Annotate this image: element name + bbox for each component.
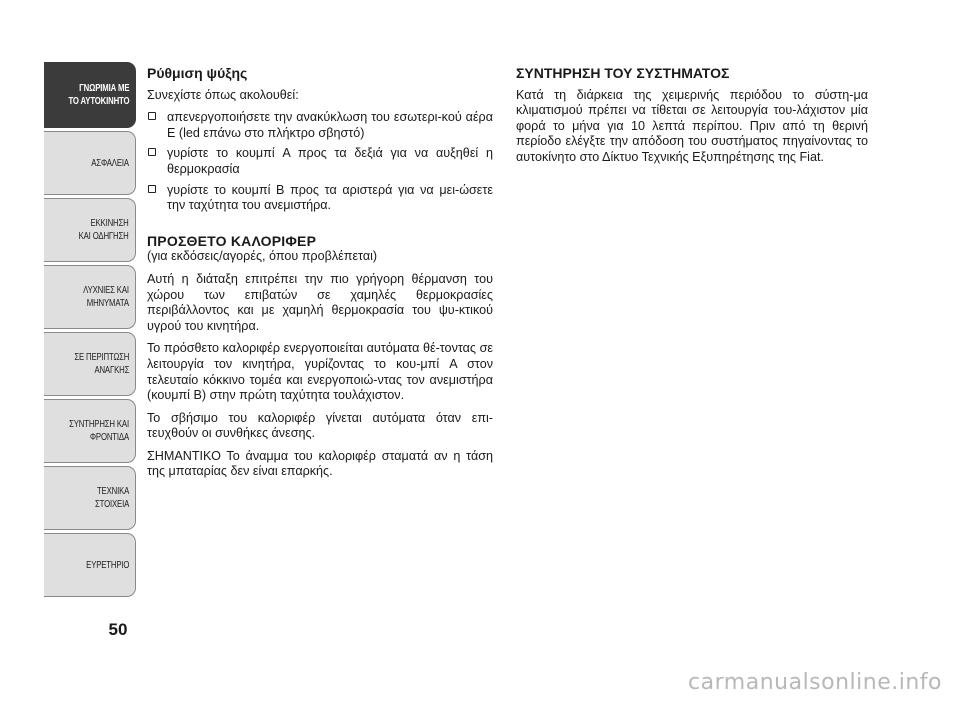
tab-label-line1: ΣΕ ΠΕΡΙΠΤΩΣΗ xyxy=(74,351,129,363)
cooling-intro: Συνεχίστε όπως ακολουθεί: xyxy=(147,87,299,102)
checkbox-bullet-icon xyxy=(148,148,156,156)
tab-safety[interactable] xyxy=(44,131,136,195)
tab-label-line2: ΣΤΟΙΧΕΙΑ xyxy=(94,498,129,510)
checkbox-bullet-icon xyxy=(148,185,156,193)
list-item xyxy=(147,146,493,177)
list-item-text: απενεργοποιήσετε την ανακύκλωση του εσωτερι-κού αέρα E (led επάνω στο πλήκτρο σβηστό) xyxy=(167,110,493,140)
right-column xyxy=(516,66,868,173)
list-item-text: γυρίστε το κουμπί A προς τα δεξιά για να αυξηθεί η θερμοκρασία xyxy=(167,146,493,176)
heater-paragraph: Αυτή η διάταξη επιτρέπει την πιο γρήγορη θέρμανση του χώρου των επιβατών σε χαμηλές θερμοκρασίες περιβάλλοντος και με χαμηλή θερμοκρασία του ψυ-κτικού υγρού του κινητήρα. xyxy=(147,271,493,333)
tab-label-line1: ΕΥΡΕΤΗΡΙΟ xyxy=(85,558,129,571)
maintenance-text: Κατά τη διάρκεια της χειμερινής περιόδου το σύστη-μα κλιματισμού πρέπει να τίθεται σε λειτουργία του-λάχιστον μία φορά το μήνα για 10 λεπτά περίπου. Πριν από τη θερινή περίοδο ελέγξτε την απόδοση του συστήματος πηγαίνοντας το αυτοκίνητο στο Δίκτυο Τεχνικής Εξυπηρέτησης της Fiat. xyxy=(516,87,868,164)
tab-technical-data[interactable] xyxy=(44,466,136,530)
heater-subtitle: (για εκδόσεις/αγορές, όπου προβλέπεται) xyxy=(147,249,378,264)
tab-label-line1: ΓΝΩΡΙΜΙΑ ΜΕ xyxy=(78,82,129,94)
tab-label-line2: ΚΑΙ ΟΔΗΓΗΣΗ xyxy=(78,230,129,242)
list-item xyxy=(147,183,493,214)
tab-emergency[interactable] xyxy=(44,332,136,396)
list-item xyxy=(147,110,493,141)
maintenance-title: ΣΥΝΤΗΡΗΣΗ ΤΟΥ ΣΥΣΤΗΜΑΤΟΣ xyxy=(516,65,730,81)
checkbox-bullet-icon xyxy=(148,112,156,120)
tab-label-line2: ΤΟ ΑΥΤΟΚΙΝΗΤΟ xyxy=(68,95,129,107)
tab-starting-driving[interactable] xyxy=(44,198,136,262)
page-number: 50 xyxy=(108,620,128,639)
tab-label-line1: ΤΕΧΝΙΚΑ xyxy=(96,485,129,497)
heater-title: ΠΡΟΣΘΕΤΟ ΚΑΛΟΡΙΦΕΡ xyxy=(147,232,317,249)
list-item-text: γυρίστε το κουμπί B προς τα αριστερά για να μει-ώσετε την ταχύτητα του ανεμιστήρα. xyxy=(167,182,493,213)
tab-label-line2: ΑΝΑΓΚΗΣ xyxy=(94,364,129,376)
heater-paragraph: ΣΗΜΑΝΤΙΚΟ Το άναμμα του καλοριφέρ σταματά αν η τάση της μπαταρίας δεν είναι επαρκής. xyxy=(147,448,493,479)
tab-label-line1: ΕΚΚΙΝΗΣΗ xyxy=(90,217,129,229)
tab-label-line2: ΜΗΝΥΜΑΤΑ xyxy=(86,297,129,309)
tab-label-line1: ΣΥΝΤΗΡΗΣΗ ΚΑΙ xyxy=(69,418,129,430)
watermark: carmanualsonline.info xyxy=(688,670,942,695)
chapter-tabs xyxy=(44,62,136,600)
tab-label-line2: ΦΡΟΝΤΙΔΑ xyxy=(89,431,129,443)
cooling-steps xyxy=(147,110,493,214)
tab-getting-to-know-car[interactable] xyxy=(44,62,136,128)
heater-paragraph: Το πρόσθετο καλοριφέρ ενεργοποιείται αυτόματα θέ-τοντας σε λειτουργία τον κινητήρα, γυρίζοντας το κου-μπί A στον τελευταίο κόκκινο τομέα και ενεργοποιώ-ντας τον ανεμιστήρα (κουμπί B) στην πρώτη ταχύτητα τουλάχιστον. xyxy=(147,341,493,403)
tab-maintenance-care[interactable] xyxy=(44,399,136,463)
heater-paragraph: Το σβήσιμο του καλοριφέρ γίνεται αυτόματα όταν επι-τευχθούν οι συνθήκες άνεσης. xyxy=(147,410,493,441)
tab-warning-lights[interactable] xyxy=(44,265,136,329)
tab-index[interactable] xyxy=(44,533,136,597)
cooling-title: Ρύθμιση ψύξης xyxy=(147,65,248,81)
left-column xyxy=(147,66,493,487)
tab-label-line1: ΛΥΧΝΙΕΣ ΚΑΙ xyxy=(83,284,129,296)
tab-label-line1: ΑΣΦΑΛΕΙΑ xyxy=(91,156,129,169)
